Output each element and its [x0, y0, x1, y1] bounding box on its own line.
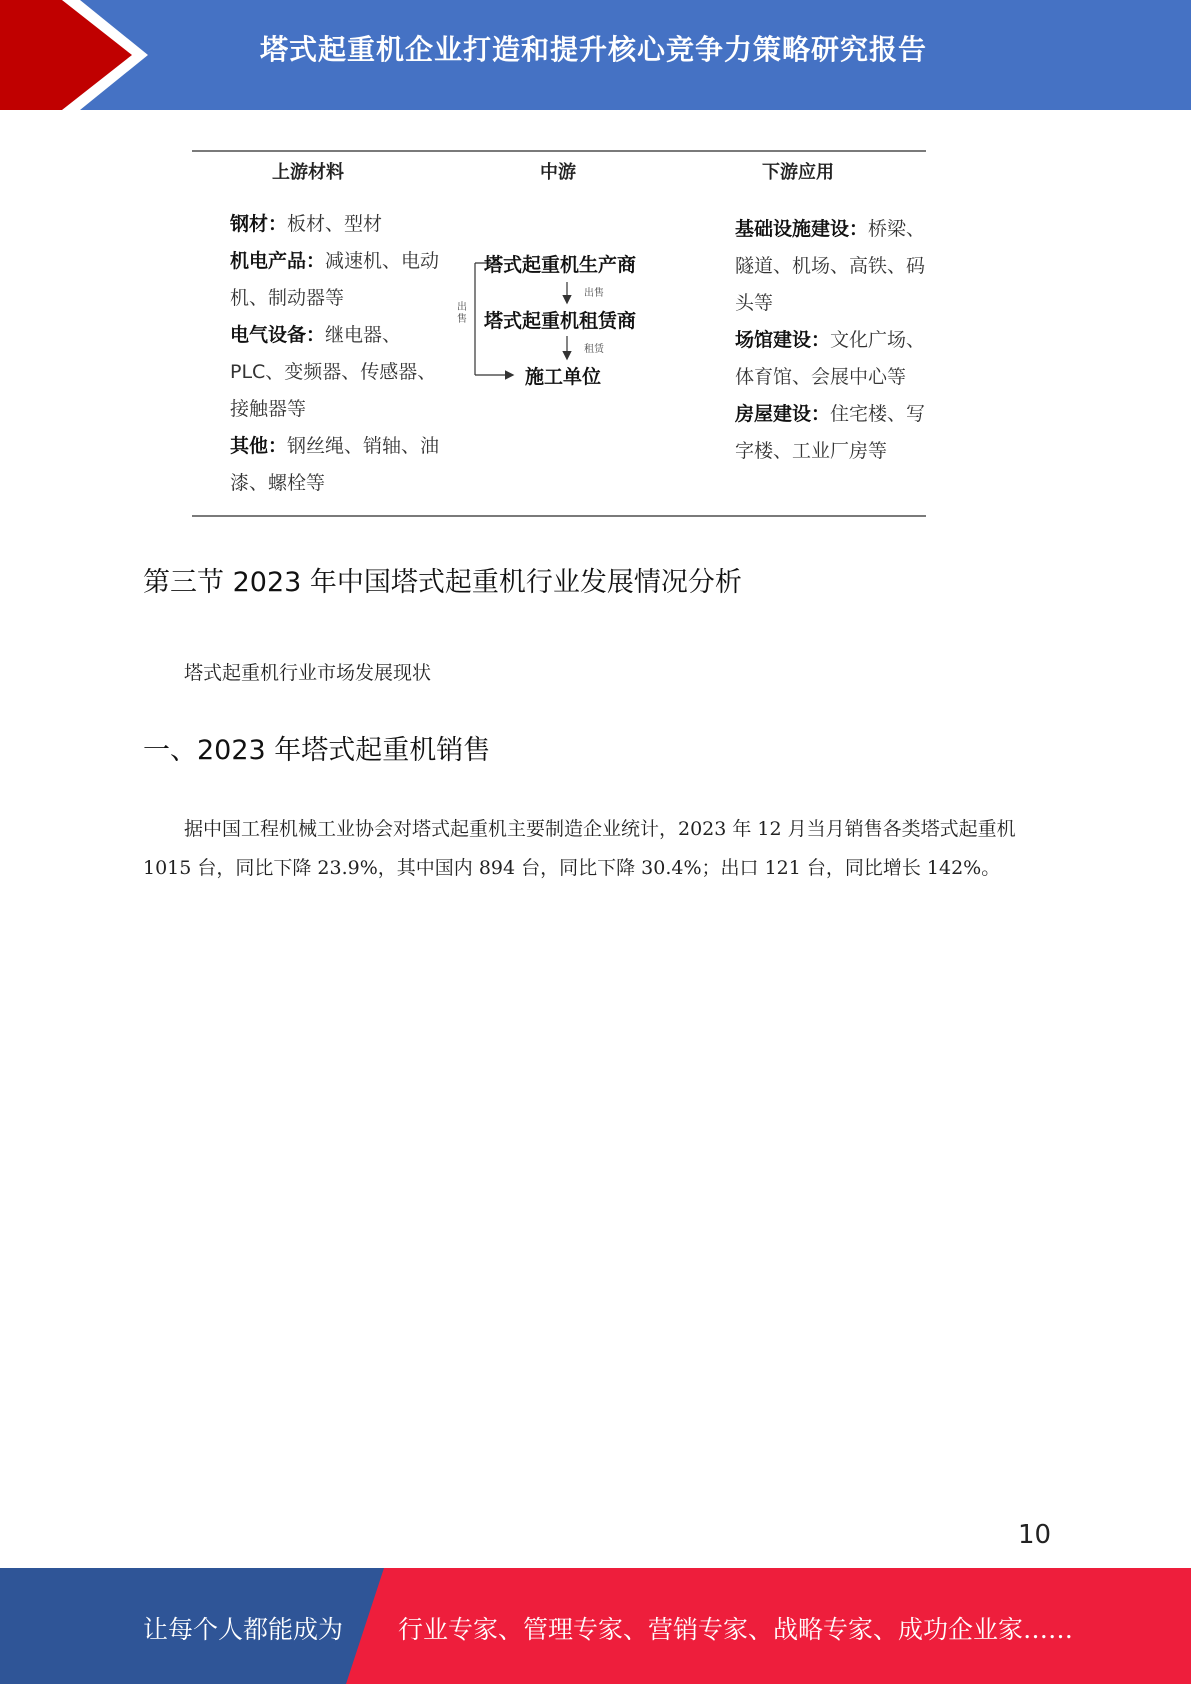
intro-line: 塔式起重机行业市场发展现状: [184, 662, 432, 684]
sales-paragraph: 据中国工程机械工业协会对塔式起重机主要制造企业统计，2023 年 12 月当月销售各类塔式起重机 1015 台，同比下降 23.9%，其中国内 894 台，同比下降 30.4%；出口 121 台，同比增长 142%。: [143, 818, 1016, 879]
list-item: 场馆建设：文化广场、体育馆、会展中心等: [735, 329, 926, 388]
footer-slogan-right: 行业专家、管理专家、营销专家、战略专家、成功企业家……: [398, 1615, 1074, 1644]
subheading: 一、2023 年塔式起重机销售: [143, 735, 491, 766]
downstream-heading: 下游应用: [762, 162, 834, 183]
list-item: 其他：钢丝绳、销轴、油漆、螺栓等: [230, 435, 440, 494]
list-item: 基础设施建设：桥梁、隧道、机场、高铁、码头等: [735, 218, 926, 314]
section-title: 第三节 2023 年中国塔式起重机行业发展情况分析: [143, 567, 742, 598]
page-number: 10: [1018, 1520, 1052, 1550]
downstream-list: [735, 211, 935, 470]
side-sell-label: 出售: [457, 302, 467, 325]
list-item: 电气设备：继电器、PLC、变频器、传感器、接触器等: [230, 324, 437, 420]
page-footer: [0, 1568, 1191, 1684]
list-item: 钢材：板材、型材: [230, 213, 383, 235]
header-chevron-decoration: [0, 0, 160, 110]
midstream-heading: 中游: [540, 162, 576, 183]
upstream-heading: 上游材料: [272, 162, 344, 183]
page-header: [0, 0, 1191, 110]
builder-node: 施工单位: [525, 366, 602, 388]
sell-label: 出售: [584, 288, 604, 299]
leaser-node: 塔式起重机租赁商: [484, 310, 637, 332]
report-title: 塔式起重机企业打造和提升核心竞争力策略研究报告: [260, 33, 928, 66]
list-item: 机电产品：减速机、电动机、制动器等: [230, 250, 440, 309]
list-item: 房屋建设：住宅楼、写字楼、工业厂房等: [735, 403, 926, 462]
lease-label: 租赁: [584, 344, 604, 355]
producer-node: 塔式起重机生产商: [484, 254, 637, 276]
industry-chain-figure: [192, 150, 926, 518]
footer-slogan-left: 让每个人都能成为: [143, 1615, 344, 1644]
